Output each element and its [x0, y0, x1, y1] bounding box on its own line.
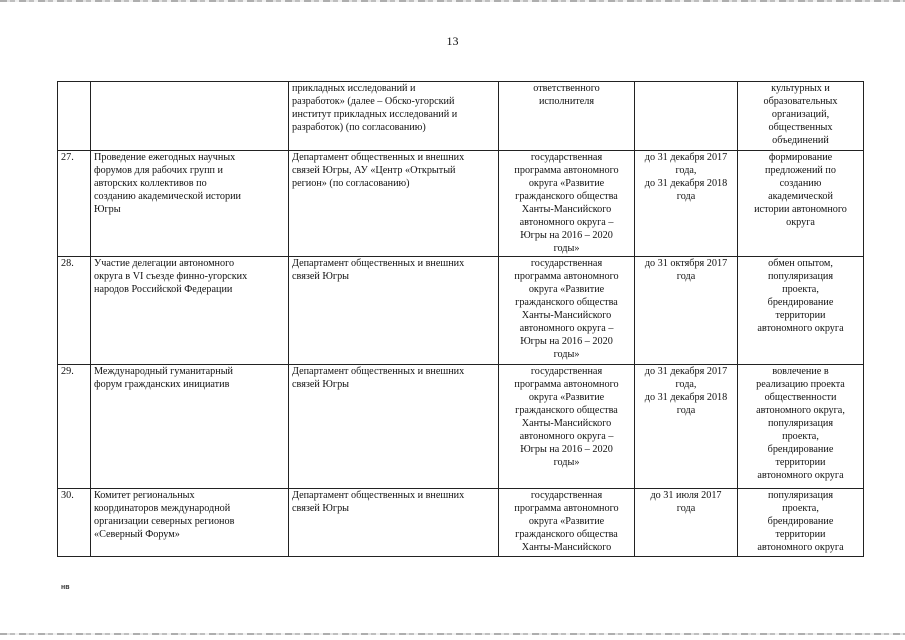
page-number: 13	[446, 34, 459, 48]
event-line: форумов для рабочих групп и	[94, 165, 223, 176]
result-line: брендирование	[767, 444, 834, 455]
activities-table	[57, 81, 864, 557]
result-cell	[738, 257, 864, 365]
result-line: обмен опытом,	[768, 258, 833, 269]
program-line: гражданского общества	[515, 405, 618, 416]
date-line: года	[676, 191, 696, 202]
row-number: 28.	[58, 257, 91, 365]
date-cell	[635, 489, 738, 557]
program-line: Югры на 2016 – 2020	[520, 230, 613, 241]
result-line: созданию	[779, 178, 822, 189]
result-line: организаций,	[771, 109, 830, 120]
program-cell	[499, 489, 635, 557]
program-line: годы»	[553, 349, 580, 360]
program-line: Ханты-Мансийского	[521, 204, 612, 215]
executor-cell	[289, 257, 499, 365]
program-line: ответственного	[533, 83, 600, 94]
event-line: «Северный Форум»	[94, 529, 180, 540]
executor-cell	[289, 82, 499, 151]
result-line: вовлечение в	[772, 366, 829, 377]
executor-line: институт прикладных исследований и	[292, 109, 458, 120]
row-number: 27.	[58, 151, 91, 257]
date-line: до 31 декабря 2018	[644, 178, 728, 189]
executor-line: разработок» (далее – Обско-угорский	[292, 96, 455, 107]
event-line: созданию академической истории	[94, 191, 241, 202]
event-line: Участие делегации автономного	[94, 258, 235, 269]
program-line: гражданского общества	[515, 529, 618, 540]
date-line: года	[676, 271, 696, 282]
program-line: Югры на 2016 – 2020	[520, 444, 613, 455]
row-number	[58, 82, 91, 151]
date-line: года,	[675, 165, 697, 176]
footer-mark: нв	[61, 584, 70, 591]
result-line: территории	[775, 457, 826, 468]
result-line: общественных	[768, 122, 833, 133]
result-cell	[738, 489, 864, 557]
result-line: популяризация	[767, 271, 834, 282]
date-cell	[635, 151, 738, 257]
scan-top-edge	[0, 0, 905, 2]
executor-line: Департамент общественных и внешних	[292, 152, 465, 163]
scan-bottom-edge	[0, 633, 905, 635]
program-line: гражданского общества	[515, 191, 618, 202]
program-cell	[499, 151, 635, 257]
executor-line: связей Югры	[292, 271, 350, 282]
program-line: округа «Развитие	[528, 392, 605, 403]
program-line: Ханты-Мансийского	[521, 418, 612, 429]
date-line: года	[676, 503, 696, 514]
program-line: автономного округа –	[519, 323, 614, 334]
table-row-29	[58, 365, 864, 489]
table-row-27	[58, 151, 864, 257]
result-cell	[738, 365, 864, 489]
date-cell	[635, 257, 738, 365]
program-line: Ханты-Мансийского	[521, 542, 612, 553]
executor-line: связей Югры	[292, 503, 350, 514]
program-line: округа «Развитие	[528, 516, 605, 527]
table-row-continued	[58, 82, 864, 151]
event-cell	[91, 151, 289, 257]
result-line: проекта,	[782, 503, 819, 514]
event-line: координаторов международной	[94, 503, 231, 514]
executor-cell	[289, 489, 499, 557]
date-line: до 31 октября 2017	[644, 258, 728, 269]
date-line: до 31 июля 2017	[650, 490, 722, 501]
executor-cell	[289, 151, 499, 257]
executor-line: регион» (по согласованию)	[292, 178, 410, 189]
program-line: округа «Развитие	[528, 284, 605, 295]
program-line: государственная	[530, 152, 603, 163]
executor-line: прикладных исследований и	[292, 83, 416, 94]
result-line: популяризация	[767, 418, 834, 429]
result-cell	[738, 151, 864, 257]
row-number: 30.	[58, 489, 91, 557]
result-line: популяризация	[767, 490, 834, 501]
result-line: культурных и	[771, 83, 830, 94]
table-row-30	[58, 489, 864, 557]
result-line: истории автономного	[754, 204, 847, 215]
event-line: Комитет региональных	[94, 490, 195, 501]
event-line: форум гражданских инициатив	[94, 379, 230, 390]
event-line: Международный гуманитарный	[94, 366, 233, 377]
program-line: округа «Развитие	[528, 178, 605, 189]
program-line: гражданского общества	[515, 297, 618, 308]
event-line: организации северных регионов	[94, 516, 235, 527]
result-line: брендирование	[767, 516, 834, 527]
event-line: округа в VI съезде финно-угорских	[94, 271, 248, 282]
program-line: автономного округа –	[519, 431, 614, 442]
program-line: государственная	[530, 258, 603, 269]
program-line: программа автономного	[514, 379, 619, 390]
program-line: автономного округа –	[519, 217, 614, 228]
program-cell	[499, 365, 635, 489]
program-line: годы»	[553, 457, 580, 468]
result-line: проекта,	[782, 431, 819, 442]
result-line: территории	[775, 529, 826, 540]
date-line: до 31 декабря 2018	[644, 392, 728, 403]
result-line: образовательных	[763, 96, 838, 107]
table-row-28	[58, 257, 864, 365]
executor-line: связей Югры, АУ «Центр «Открытый	[292, 165, 456, 176]
program-line: годы»	[553, 243, 580, 254]
date-line: года	[676, 405, 696, 416]
event-cell	[91, 82, 289, 151]
date-line: до 31 декабря 2017	[644, 366, 728, 377]
result-cell	[738, 82, 864, 151]
result-line: академической	[768, 191, 833, 202]
date-cell	[635, 82, 738, 151]
result-line: территории	[775, 310, 826, 321]
event-line: Югры	[94, 204, 121, 215]
result-line: округа	[786, 217, 815, 228]
executor-line: Департамент общественных и внешних	[292, 258, 465, 269]
row-number: 29.	[58, 365, 91, 489]
result-line: реализацию проекта	[756, 379, 845, 390]
executor-line: Департамент общественных и внешних	[292, 366, 465, 377]
executor-cell	[289, 365, 499, 489]
result-line: автономного округа	[757, 542, 844, 553]
result-line: предложений по	[765, 165, 836, 176]
date-cell	[635, 365, 738, 489]
event-cell	[91, 365, 289, 489]
program-line: программа автономного	[514, 165, 619, 176]
result-line: автономного округа,	[756, 405, 845, 416]
program-line: Югры на 2016 – 2020	[520, 336, 613, 347]
program-cell	[499, 82, 635, 151]
event-cell	[91, 489, 289, 557]
result-line: объединений	[772, 135, 829, 146]
result-line: формирование	[768, 152, 833, 163]
executor-line: Департамент общественных и внешних	[292, 490, 465, 501]
event-line: авторских коллективов по	[94, 178, 207, 189]
event-line: Проведение ежегодных научных	[94, 152, 236, 163]
date-line: до 31 декабря 2017	[644, 152, 728, 163]
result-line: автономного округа	[757, 470, 844, 481]
event-cell	[91, 257, 289, 365]
date-line: года,	[675, 379, 697, 390]
program-line: программа автономного	[514, 271, 619, 282]
program-line: государственная	[530, 366, 603, 377]
executor-line: разработок) (по согласованию)	[292, 122, 426, 133]
program-line: исполнителя	[538, 96, 595, 107]
program-line: государственная	[530, 490, 603, 501]
executor-line: связей Югры	[292, 379, 350, 390]
program-line: программа автономного	[514, 503, 619, 514]
program-line: Ханты-Мансийского	[521, 310, 612, 321]
result-line: брендирование	[767, 297, 834, 308]
result-line: общественности	[764, 392, 837, 403]
result-line: проекта,	[782, 284, 819, 295]
program-cell	[499, 257, 635, 365]
event-line: народов Российской Федерации	[94, 284, 233, 295]
result-line: автономного округа	[757, 323, 844, 334]
